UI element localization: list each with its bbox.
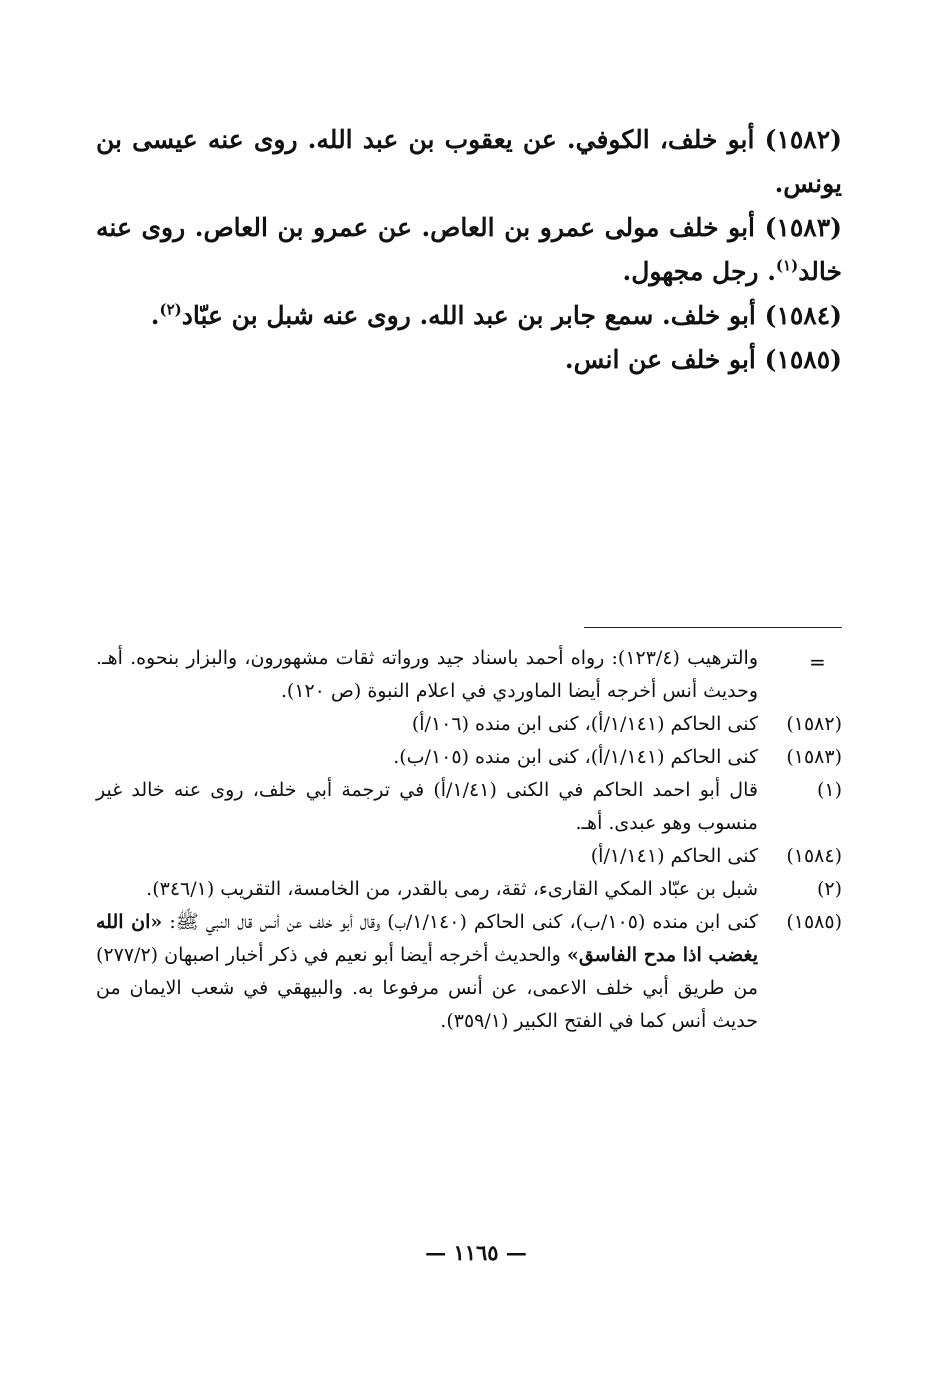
continuation-mark: =: [809, 650, 824, 674]
footnotes-block: [96, 642, 842, 1038]
entry-text-after: .: [150, 301, 160, 330]
footnote-text: كنى الحاكم (١/١٤١/أ): [590, 845, 758, 867]
footnote-continuation: [96, 642, 842, 708]
entry-number: (١٥٨٤): [764, 301, 842, 330]
entry-text-after: . رجل مجهول.: [622, 257, 776, 286]
entry-text: أبو خلف. سمع جابر بن عبد الله. روى عنه شبل بن عبّاد: [181, 301, 756, 330]
entry-number: (١٥٨٣): [764, 213, 842, 242]
footnote-number: (١): [816, 779, 842, 801]
footnote-text: كنى الحاكم (١/١٤١/أ)، كنى ابن منده (١٠٥/ب).: [393, 746, 758, 768]
footnote-2: [96, 873, 842, 906]
footnote-text-after: والحديث أخرجه أيضا أبو نعيم في ذكر أخبار اصبهان (٢٧٧/٢) من طريق أبي خلف الاعمى، عن أنس مرفوعا به. والبيهقي في شعب الايمان من حديث أنس كما في الفتح الكبير (٣٥٩/١).: [96, 944, 758, 1032]
footnote-1: [96, 774, 842, 840]
footnote-number: (٢): [816, 878, 842, 900]
footnote-1584: [96, 840, 842, 873]
footnote-number: (١٥٨٣): [786, 746, 842, 768]
footnote-separator: [584, 627, 842, 628]
footnote-1582: [96, 708, 842, 741]
entry-number: (١٥٨٥): [764, 345, 842, 374]
footnote-text: شبل بن عبّاد المكي القارىء، ثقة، رمى بالقدر، من الخامسة، التقريب (٣٤٦/١).: [146, 878, 758, 900]
entry-1584: [96, 294, 842, 338]
footnote-text: قال أبو احمد الحاكم في الكنى (١/٤١/أ) في ترجمة أبي خلف، روى عنه خالد غير منسوب وهو عبدى. أهـ.: [96, 779, 758, 834]
footnote-number: (١٥٨٢): [786, 713, 842, 735]
footnote-ref-1: (١): [775, 256, 799, 275]
footnote-1585: [96, 906, 842, 1038]
entry-text: أبو خلف عن انس.: [564, 345, 756, 374]
footnote-number: (١٥٨٤): [786, 845, 842, 867]
entry-1582: [96, 118, 842, 206]
footnote-text-before: كنى ابن منده (١٠٥/ب)، كنى الحاكم (١/١٤٠/ب) وقال أبو خلف عن أنس قال النبي ﷺ:: [162, 911, 758, 933]
hadith-quote: «ان الله يغضب اذا مدح الفاسق»: [96, 911, 758, 966]
entry-1583: [96, 206, 842, 294]
footnote-text: كنى الحاكم (١/١٤١/أ)، كنى ابن منده (١٠٦/أ): [411, 713, 758, 735]
footnote-text: [96, 906, 758, 1038]
footnote-1583: [96, 741, 842, 774]
footnote-text: والترهيب (١٢٣/٤): رواه أحمد باسناد جيد ورواته ثقات مشهورون، والبزار بنحوه. أهـ. وحديث أنس أخرجه أيضا الماوردي في اعلام النبوة (ص ١٢٠).: [96, 647, 758, 702]
entry-text: أبو خلف مولى عمرو بن العاص. عن عمرو بن العاص. روى عنه خالد: [96, 213, 842, 286]
footnote-ref-2: (٢): [159, 300, 182, 319]
main-text-block: [96, 118, 842, 382]
entry-text: أبو خلف، الكوفي. عن يعقوب بن عبد الله. روى عنه عيسى بن يونس.: [96, 125, 842, 198]
entry-number: (١٥٨٢): [764, 125, 842, 154]
footnote-number: [758, 642, 842, 708]
page-number: — ١١٦٥ —: [425, 1240, 527, 1265]
entry-1585: [96, 338, 842, 382]
footnote-number: (١٥٨٥): [786, 911, 842, 933]
